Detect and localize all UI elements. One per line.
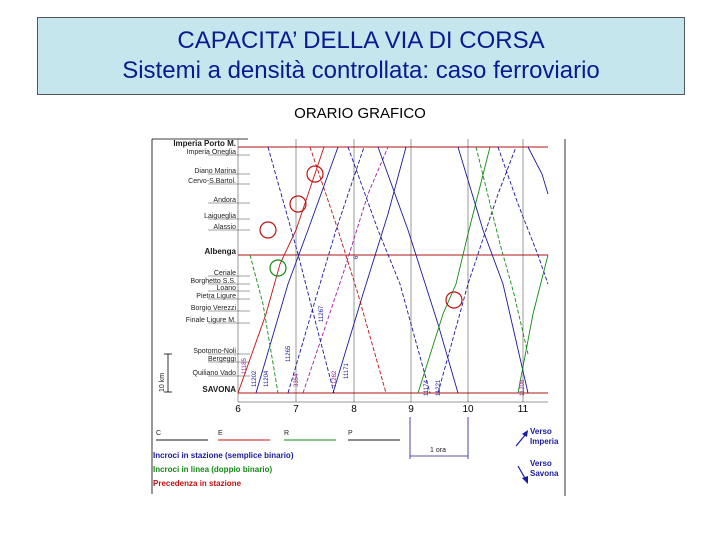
hour-label: 7 bbox=[293, 404, 299, 415]
direction-up-label: Verso bbox=[530, 427, 552, 436]
station-lines bbox=[152, 139, 548, 494]
train-path bbox=[238, 147, 324, 393]
hour-label: 6 bbox=[235, 404, 241, 415]
graph-caption: ORARIO GRAFICO bbox=[294, 105, 426, 122]
train-number: 11171 bbox=[344, 363, 350, 379]
hour-label: 10 bbox=[462, 404, 474, 415]
station-label: Imperia Porto M. bbox=[173, 139, 236, 148]
station-label: Borghetto S.S. bbox=[190, 278, 236, 285]
train-path bbox=[418, 147, 490, 393]
crossing-markers bbox=[260, 166, 462, 308]
direction-down-label-2: Savona bbox=[530, 469, 559, 478]
train-number: 3354 bbox=[294, 373, 300, 387]
station-label: SAVONA bbox=[202, 385, 236, 394]
train-path bbox=[476, 147, 528, 354]
crossing-circle bbox=[260, 222, 276, 238]
train-path bbox=[518, 255, 548, 393]
train-number: 11267 bbox=[319, 305, 325, 322]
slide-title: CAPACITA’ DELLA VIA DI CORSA bbox=[177, 27, 545, 54]
train-path bbox=[458, 147, 528, 393]
train-number: 11185 bbox=[242, 358, 248, 374]
train-type-label: C bbox=[156, 430, 162, 437]
train-path bbox=[348, 147, 430, 393]
train-type-label: P bbox=[348, 430, 353, 437]
train-path bbox=[378, 147, 458, 393]
crossing-circle bbox=[270, 260, 286, 276]
train-path bbox=[256, 147, 338, 393]
train-number: 11221 bbox=[436, 379, 442, 396]
train-path bbox=[310, 147, 386, 393]
one-hour-label: 1 ora bbox=[430, 447, 446, 454]
station-label: Loano bbox=[216, 285, 236, 292]
train-path bbox=[528, 147, 548, 194]
station-label: Andora bbox=[213, 197, 236, 204]
station-label: Imperia Oneglia bbox=[186, 149, 236, 156]
station-label: Laigueglia bbox=[204, 213, 236, 220]
legend-entry: Incroci in linea (doppio binario) bbox=[153, 465, 273, 474]
direction-up-label-2: Imperia bbox=[530, 437, 559, 446]
train-number: 6 bbox=[354, 255, 360, 259]
station-label: Spotorno-Noli bbox=[193, 348, 236, 355]
train-type-label: E bbox=[218, 430, 223, 437]
hour-label: 11 bbox=[517, 404, 529, 415]
train-paths bbox=[238, 147, 548, 396]
direction-down-label: Verso bbox=[530, 459, 552, 468]
train-number: 11174 bbox=[424, 380, 430, 396]
train-number: 11265 bbox=[286, 345, 292, 362]
crossing-circle bbox=[446, 292, 462, 308]
train-number: 11262 bbox=[332, 370, 338, 387]
station-label: Albenga bbox=[204, 247, 236, 256]
slide-subtitle: Sistemi a densità controllata: caso ferroviario bbox=[122, 57, 600, 84]
station-label: Ceriale bbox=[213, 270, 236, 277]
arrow-down-icon bbox=[522, 476, 528, 484]
title-box bbox=[37, 17, 685, 95]
hour-lines bbox=[235, 139, 548, 415]
train-path bbox=[438, 147, 516, 393]
train-number: 11204 bbox=[264, 370, 270, 387]
station-label: Cervo-S.Bartol. bbox=[188, 178, 236, 185]
station-label: Diano Marina bbox=[194, 168, 236, 175]
hour-label: 8 bbox=[351, 404, 357, 415]
train-number: 11208 bbox=[520, 379, 526, 396]
timetable-graph bbox=[138, 134, 568, 498]
station-label: Quiliano Vado bbox=[192, 370, 236, 377]
train-path bbox=[288, 147, 364, 393]
train-number: 11202 bbox=[252, 370, 258, 387]
station-label: Finale Ligure M. bbox=[185, 317, 236, 324]
legend-entry: Precedenza in stazione bbox=[153, 479, 242, 488]
crossing-circle bbox=[290, 196, 306, 212]
arrow-up-line bbox=[516, 434, 526, 446]
scale-label: 10 km bbox=[159, 372, 166, 392]
station-label: Pietra Ligure bbox=[196, 293, 236, 300]
station-label: Bergeggi bbox=[207, 356, 236, 363]
hour-label: 9 bbox=[408, 404, 414, 415]
train-type-label: R bbox=[284, 430, 290, 437]
station-label: Alassio bbox=[213, 224, 236, 231]
legend-entry: Incroci in stazione (semplice binario) bbox=[153, 451, 294, 460]
station-label: Borgio Verezzi bbox=[190, 305, 236, 312]
